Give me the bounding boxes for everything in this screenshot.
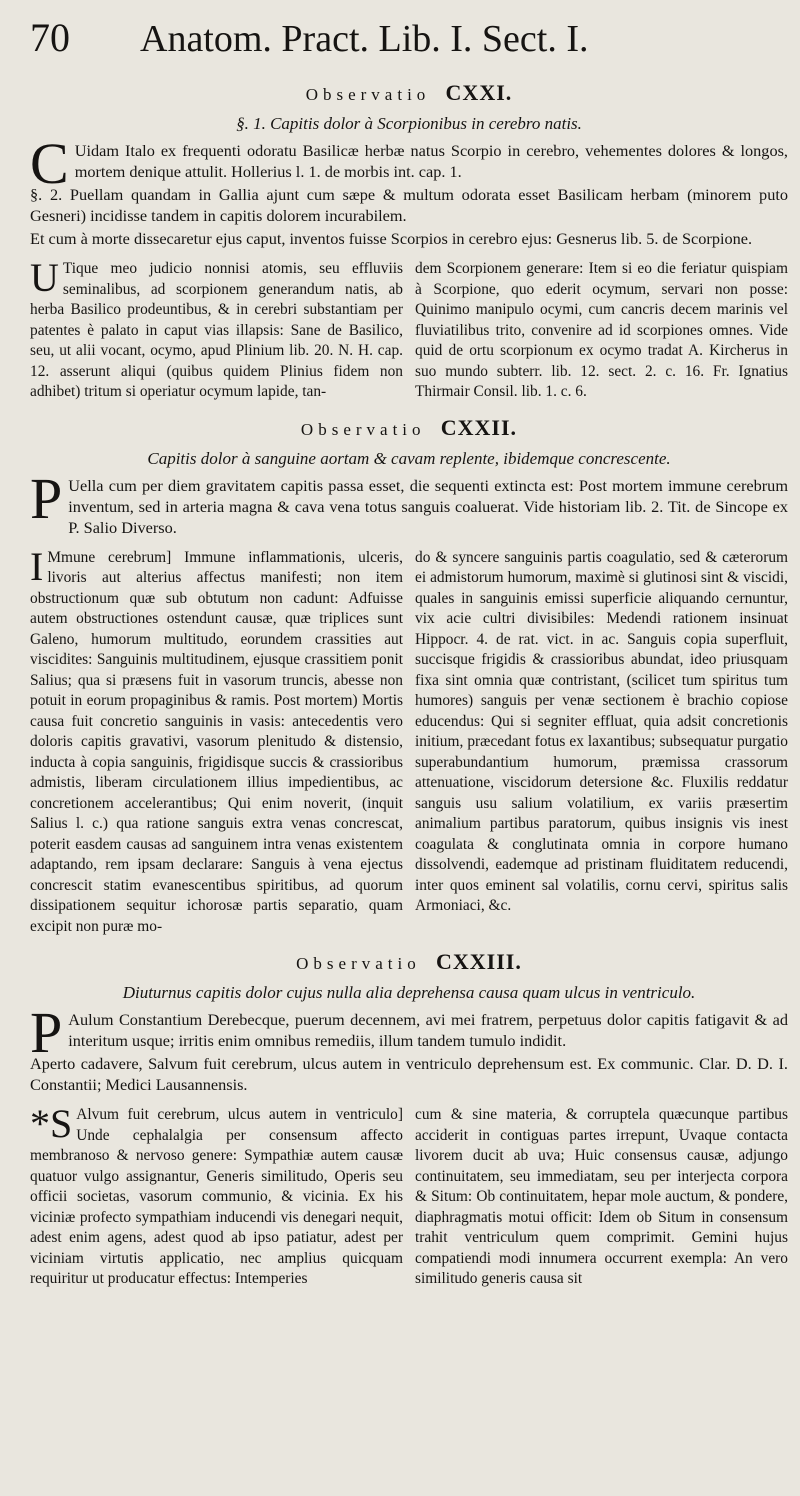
commentary-left-column (30, 1101, 403, 1290)
commentary-left-column (30, 255, 403, 403)
observation-label: Observatio (300, 419, 426, 439)
commentary-left-column (30, 543, 403, 938)
drop-cap: P (30, 465, 63, 531)
paragraph-text: Uella cum per diem gravitatem capitis passa esset, die sequenti extincta est: Post mortem immune cerebrum inventum, sed in arteria magna & cava vena totus sanguis coaluerat. Vide historiam lib. 2. Tit. de Sincope ex P. Salio Diverso. (68, 475, 788, 537)
commentary-columns (30, 255, 788, 403)
observation-heading (30, 949, 788, 975)
observation-heading (30, 80, 788, 106)
observation-paragraph: Aperto cadavere, Salvum fuit cerebrum, ulcus autem in ventriculo deprehensum est. Ex communic. Clar. D. D. I. Constantii; Medici Lausannensis. (30, 1054, 788, 1094)
observation-paragraph (30, 465, 788, 538)
observation-label: Observatio (296, 954, 421, 973)
observation-subtitle: Diuturnus capitis dolor cujus nulla alia deprehensa causa quam ulcus in ventriculo. (122, 983, 696, 1002)
observation-subtitle: §. 1. Capitis dolor à Scorpionibus in cerebro natis. (236, 114, 582, 133)
observation-paragraph (30, 131, 788, 196)
commentary-columns (30, 1101, 788, 1290)
paragraph-text: Aulum Constantium Derebecque, puerum decennem, avi mei fratrem, perpetuus dolor capitis fatigavit & ad interitum usque; irritis enim omnibus remediis, illum tandem tumulo indidit. (68, 1010, 788, 1050)
observation-number: CXXII. (440, 414, 518, 440)
observation-heading (30, 415, 788, 441)
observation-subtitle: Capitis dolor à sanguine aortam & cavam replente, ibidemque concrescente. (147, 448, 671, 468)
page-number: 70 (30, 15, 70, 60)
running-header (30, 14, 788, 68)
commentary-text: Mmune cerebrum] Immune inflammationis, ulceris, livoris aut alterius affectus manifesti; non item obstructionum quæ sub obtutum non cadunt: Adfuisse autem obstructiones ostendunt causæ, quæ triplices sunt Galeno, humorum multitudo, eorundem crassities aut viscidites: Sanguinis multitudinem, ejusque crassitiem ponit Salius; qua si præsens fuit in vasorum truncis, abesse non potuit in eorum propaginibus & ramis. Post mortem) Mortis causa fuit concretio sanguinis in vasis: antecedentis vero doloris capitis gravativi, vasorum plenitudo & distensio, inducta à copia sanguinis, frigidisque succis & crassioribus admistis, liberam circulationem illius impedientibus, ac concretionem accelerantibus; Qui enim noverit, (inquit Salius l. c.) qua ratione sanguis extra venas concrescat, poterit easdem causas ad sanguinem intra venas existentem adaptando, rem ipsam declarare: Sanguis à vena ejectus concrescit statim evanescentibus spiritibus, ad quorum dissipationem sequitur ichorosæ partis separatio, quam excipit non puræ mo- (30, 548, 403, 935)
commentary-columns (30, 543, 788, 938)
commentary-text: Tique meo judicio nonnisi atomis, seu effluviis seminalibus, ad scorpionem generandum natis, ab herba Basilico prodeuntibus, & in cerebri substantiam per patentes è palato in caput vias illapsis: Sane de Basilico, seu, ut alii vocant, ocymo, apud Plinium lib. 20. N. H. cap. 12. asserunt aliqui (quibus quidem Plinius fidem non adhibet) tritum si operiatur ocymum lapide, tan- (30, 260, 403, 400)
commentary-right-column: dem Scorpionem generare: Item si eo die feriatur quispiam à Scorpione, quo ederit ocymum, servari non posse: Quinimo manipulo ocymi, cum cancris decem marinis vel fluviatilibus trito, convenire ad id scorpiones omnes. Vide quid de ortu scorpionum ex ocymo tradat A. Kircherus in suo mundo subterr. lib. 12. sect. 2. c. 16. Fr. Ignatius Thirmair Consil. lib. 1. c. 6. (415, 260, 788, 400)
drop-cap: U (30, 255, 59, 300)
drop-cap: C (30, 131, 69, 196)
commentary-right-column: cum & sine materia, & corruptela quæcunque partibus acciderit in contiguas partes irrepunt, Uvaque contacta livorem ducit ab uva; Huic consensus causæ, adjungo continuitatem, seu immediatam, seu per interjecta corpora & Situm: Ob continuitatem, hepar mole auctum, & pondere, diaphragmatis motui officit: Idem ob Situm in consensum trahit ventriculum quem comprimit. Gemini hujus compatiendi modi innumera occurrent exempla: An vero similitudo generis causa sit (415, 1106, 788, 1287)
paragraph-text: Uidam Italo ex frequenti odoratu Basilicæ herbæ natus Scorpio in cerebro, vehementes dolores & longos, mortem denique attulit. Hollerius l. 1. de morbis int. cap. 1. (74, 141, 788, 181)
commentary-text: Alvum fuit cerebrum, ulcus autem in ventriculo] Unde cephalalgia per consensum affecto membranoso & nervoso genere: Sympathiæ autem causæ quatuor vulgo assignantur, Generis similitudo, Operis seu officii societas, vasorum communio, & vicinia. Ex his viciniæ profecto sympathiam inducendi vis denegari nequit, adest enim agens, adest quod ab ipso patiatur, adest per viciniam virtutis applicatio, nec amplius quicquam requiritur ut producatur effectus: Intemperies (30, 1106, 403, 1287)
commentary-right-column: do & syncere sanguinis partis coagulatio, sed & cæterorum ei admistorum humorum, maximè si glutinosi sint & viscidi, quales in sanguinis emissi superficie aliquando cernuntur, vix acie cultri divisibiles: Medendi rationem insinuat Hippocr. 4. de rat. vict. in ac. Sanguis copia superfluit, succisque frigidis & crassioribus abundat, ideo priusquam fixa sint omnia quæ contristant, (scilicet tum spiritus tum humores) sanguis per venæ sectionem è brachio copiose educendus: Qui si segniter effluat, quia adsit concretionis initium, præcedant fotus ex laxantibus; subsequatur purgatio superabundantium humorum, præmissa crassorum attenuatione, viscidorum detersione &c. Fluxilis reddatur sanguis usu salium volatilium, ex variis præsertim animalium partibus paratorum, quibus insignis vis inest coagulata & conglutinata omnia in corpore humano dissolvendi, eademque ad pristinam fluiditatem reducendi, inter quos eminent sal volatilis, cornu cervi, spiritus salis Armoniaci, &c. (415, 548, 788, 914)
running-title: Anatom. Pract. Lib. I. Sect. I. (140, 18, 589, 60)
observation-paragraph: §. 2. Puellam quandam in Gallia ajunt cum sæpe & multum odorata esset Basilicam herbam (minorem puto Gesneri) incidisse tandem in capitis dolorem incurabilem. (30, 185, 788, 225)
observation-paragraph (30, 1000, 788, 1065)
observation-number: CXXIII. (435, 949, 522, 974)
observation-paragraph: Et cum à morte dissecaretur ejus caput, inventos fuisse Scorpios in cerebro ejus: Gesnerus lib. 5. de Scorpione. (30, 229, 753, 248)
drop-cap: P (30, 1000, 63, 1065)
observation-label: Observatio (305, 85, 431, 104)
drop-cap: I (30, 543, 44, 589)
observation-number: CXXI. (445, 80, 513, 105)
drop-cap: *S (30, 1101, 73, 1146)
